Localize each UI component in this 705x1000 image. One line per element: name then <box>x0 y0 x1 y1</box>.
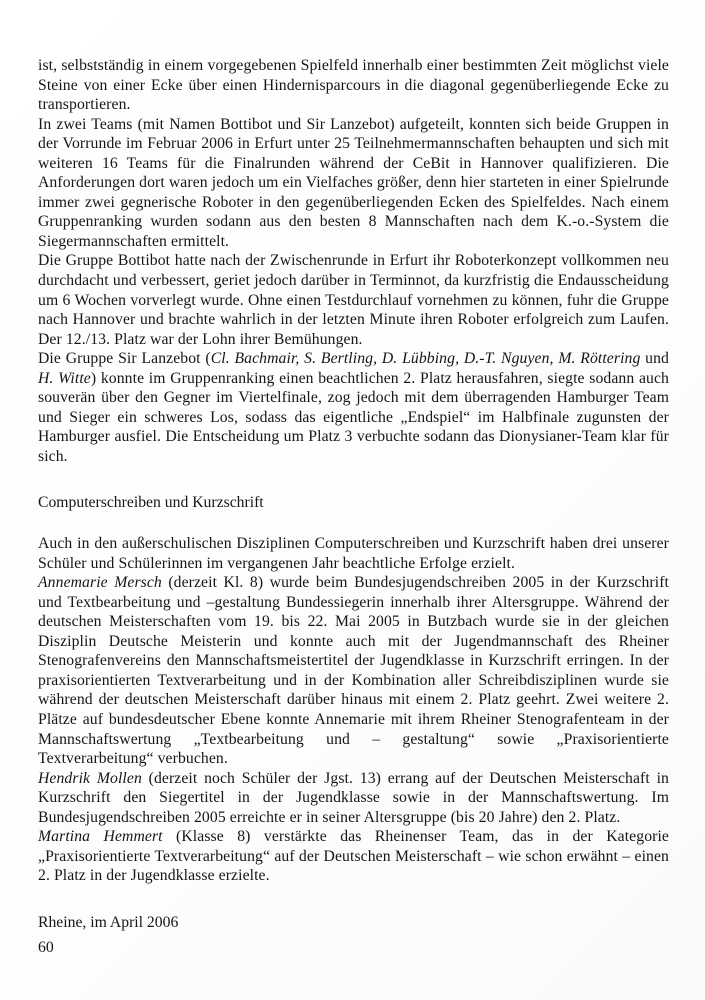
para-spielfeld-aufgabe: ist, selbstständig in einem vorgegebenen Spielfeld innerhalb einer bestimmten Zeit möglichst viele Steine von einer Ecke über einen Hindernisparcours in die diagonal gegenüberliegende Ecke zu transportieren. <box>38 57 669 114</box>
para-martina-hemmert: Martina Hemmert (Klasse 8) verstärkte das Rheinenser Team, das in der Kategorie „Praxisorientierte Textverarbeitung“ auf der Deutschen Meisterschaft – wie schon erwähnt – einen 2. Platz in der Jugendklasse erzielte. <box>38 828 669 885</box>
text-block <box>38 56 669 932</box>
para-gruppe-sir-lanzebot: Die Gruppe Sir Lanzebot (Cl. Bachmair, S. Bertling, D. Lübbing, D.-T. Nguyen, M. Röttering und H. Witte) konnte im Gruppenranking einen beachtlichen 2. Platz herausfahren, siegte sodann auch souverän über den Gegner im Viertelfinale, zog jedoch mit dem überragenden Hamburger Team und Sieger ein schweres Los, sodass das eigentliche „Endspiel“ im Halbfinale zugunsten der Hamburger ausfiel. Die Entscheidung um Platz 3 verbuchte sodann das Dionysianer-Team klar für sich. <box>38 350 669 465</box>
section-heading-computerschreiben: Computerschreiben und Kurzschrift <box>38 494 264 512</box>
page-number: 60 <box>38 939 54 956</box>
para-gruppe-bottibot: Die Gruppe Bottibot hatte nach der Zwischenrunde in Erfurt ihr Roboterkonzept vollkommen neu durchdacht und verbessert, geriet jedoch darüber in Terminnot, da kurzfristig die Endausscheidung um 6 Wochen vorverlegt wurde. Ohne einen Testdurchlauf vornehmen zu können, fuhr die Gruppe nach Hannover und brachte wahrlich in der letzten Minute ihren Roboter erfolgreich zum Laufen. Der 12./13. Platz war der Lohn ihrer Bemühungen. <box>38 252 669 348</box>
dateline-rheine: Rheine, im April 2006 <box>38 913 179 931</box>
para-ausserschulische-disziplinen: Auch in den außerschulischen Disziplinen Computerschreiben und Kurzschrift haben drei unserer Schüler und Schülerinnen im vergangenen Jahr beachtliche Erfolge erzielt. <box>38 535 669 572</box>
para-hendrik-mollen: Hendrik Mollen (derzeit noch Schüler der Jgst. 13) errang auf der Deutschen Meisterschaft in Kurzschrift den Siegertitel in der Jugendklasse sowie in der Mannschaftswertung. Im Bundesjugendschreiben 2005 erreichte er in seiner Altersgruppe (bis 20 Jahre) den 2. Platz. <box>38 769 669 826</box>
para-zwei-teams: In zwei Teams (mit Namen Bottibot und Sir Lanzebot) aufgeteilt, konnten sich beide Gruppen in der Vorrunde im Februar 2006 in Erfurt unter 25 Teilnehmermannschaften behaupten und sich mit weiteren 16 Teams für die Finalrunden während der CeBit in Hannover qualifizieren. Die Anforderungen dort waren jedoch um ein Vielfaches größer, denn hier starteten in einer Spielrunde immer zwei gegnerische Roboter in den gegenüberliegenden Ecken des Spielfeldes. Nach einem Gruppenranking wurden sodann aus den besten 8 Mannschaften nach dem K.-o.-System die Siegermannschaften ermittelt. <box>38 115 669 250</box>
para-annemarie-mersch: Annemarie Mersch (derzeit Kl. 8) wurde beim Bundesjugendschreiben 2005 in der Kurzschrift und Textbearbeitung und –gestaltung Bundessiegerin innerhalb ihrer Altersgruppe. Während der deutschen Meisterschaften vom 19. bis 22. Mai 2005 in Butzbach wurde sie in der gleichen Disziplin Deutsche Meisterin und konnte auch mit der Jugendmannschaft des Rheiner Stenografenvereins den Mannschaftsmeistertitel der Jugendklasse in Kurzschrift erringen. In der praxisorientierten Textverarbeitung und in der Kombination aller Schreibdisziplinen wurde sie während der deutschen Meisterschaft darüber hinaus mit einem 2. Platz geehrt. Zwei weitere 2. Plätze auf bundesdeutscher Ebene konnte Annemarie mit ihrem Rheiner Stenografenteam in der Mannschaftswertung „Textbearbeitung und – gestaltung“ sowie „Praxisorientierte Textverarbeitung“ verbuchen. <box>38 574 669 768</box>
